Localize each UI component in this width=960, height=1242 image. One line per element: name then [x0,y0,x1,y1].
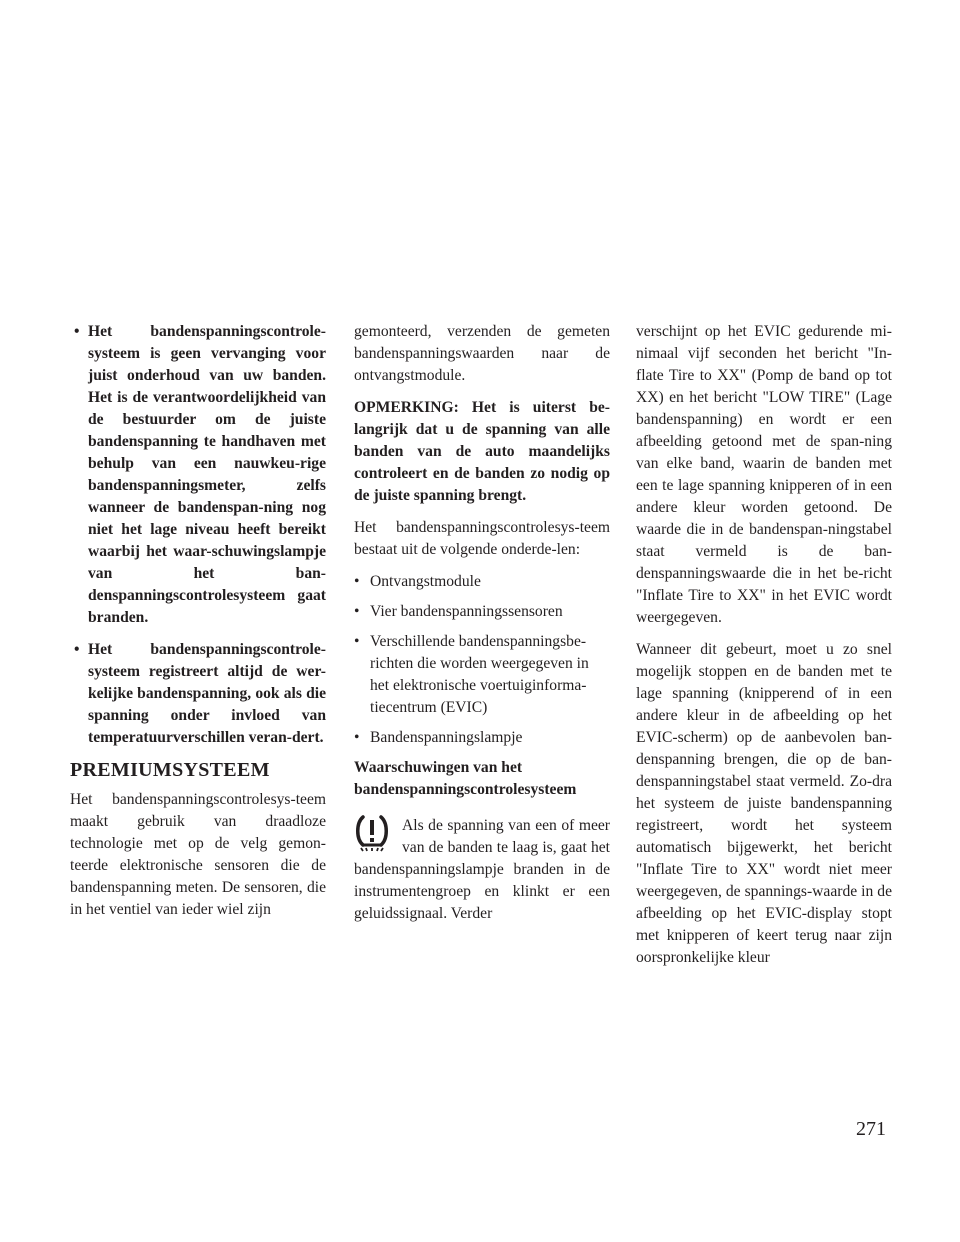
warning-bullet-maintenance: • Het bandenspanningscontrole-systeem is geen vervanging voor juist onderhoud van uw banden. Het is de verantwoordelijkheid van de bestuurder om de juiste bandenspanning te handhaven met behulp van een nauwkeu-rige bandenspanningsmeter, zelfs wanneer de bandenspan-ning nog niet het lage niveau heeft bereikt waarbij het waar-schuwingslampje van het ban-denspanningscontrolesysteem gaat branden. [70,321,326,629]
warning-block [354,815,610,925]
warnings-subheading: Waarschuwingen van het bandenspanningscontrolesysteem [354,759,577,798]
list-item: • Vier bandenspanningssensoren [354,601,610,623]
warning-text: Als de spanning van een of meer van de banden te laag is, gaat het bandenspanningslampje branden in de instrumentengroep en klinkt er een geluidssignaal. Verder [354,817,610,922]
evic-message-paragraph: verschijnt op het EVIC gedurende mi-nimaal vijf seconden het bericht "In-flate Tire to XX" (Pomp de band op tot XX) en het bericht "LOW TIRE" (Lage bandenspanning) en wordt er een afbeelding getoond met de span-ning van elke band, waarin de banden met een te lage spanning knipperen of in een andere kleur worden getoond. De waarde die in de bandenspan-ningstabel staat vermeld is de ban-denspanningswaarde die in het be-richt "Inflate Tire to XX" in het EVIC wordt weergegeven. [636,323,892,626]
page-number: 271 [856,1118,886,1140]
column-right [636,321,892,969]
action-paragraph: Wanneer dit gebeurt, moet u zo snel mogelijk stoppen en de banden met te lage spanning (knipperend of in een andere kleur in de afbeelding op het EVIC-scherm) op de aanbevolen ban-denspanning brengen, die op de ban-denspanningstabel staat vermeld. Zo-dra het systeem de juiste bandenspanning registreert, wordt het systeem automatisch bijgewerkt, het bericht "Inflate Tire to XX" wordt niet meer weergegeven, de spannings-waarde in de afbeelding op het EVIC-display stopt met knipperen of keert terug naar zijn oorspronkelijke kleur [636,641,892,966]
column-left [70,321,326,921]
list-item: • Verschillende bandenspanningsbe-richten die worden weergegeven in het elektronische voertuiginforma-tiecentrum (EVIC) [354,631,610,719]
list-item: • Bandenspanningslampje [354,727,610,749]
column-middle [354,321,610,925]
note-paragraph: OPMERKING: Het is uiterst be-langrijk dat u de spanning van alle banden van de auto maandelijks controleert en de banden zo nodig op de juiste spanning brengt. [354,399,610,504]
list-item: • Ontvangstmodule [354,571,610,593]
components-list [354,571,610,749]
components-intro: Het bandenspanningscontrolesys-teem bestaat uit de volgende onderde-len: [354,519,610,558]
premium-intro-paragraph: Het bandenspanningscontrolesys-teem maakt gebruik van draadloze technologie met op de velg gemon-teerde elektronische sensoren die de bandenspanning meten. De sensoren, die in het ventiel van ieder wiel zijn [70,791,326,918]
warning-bullet-actual-pressure: • Het bandenspanningscontrole-systeem registreert altijd de wer-kelijke bandenspanning, ook als die spanning onder invloed van temperatuurverschillen veran-dert. [70,639,326,749]
tire-pressure-warning-icon [354,813,390,853]
continued-paragraph: gemonteerd, verzenden de gemeten bandenspanningswaarden naar de ontvangstmodule. [354,323,610,384]
section-heading-premium: PREMIUMSYSTEEM [70,759,270,781]
